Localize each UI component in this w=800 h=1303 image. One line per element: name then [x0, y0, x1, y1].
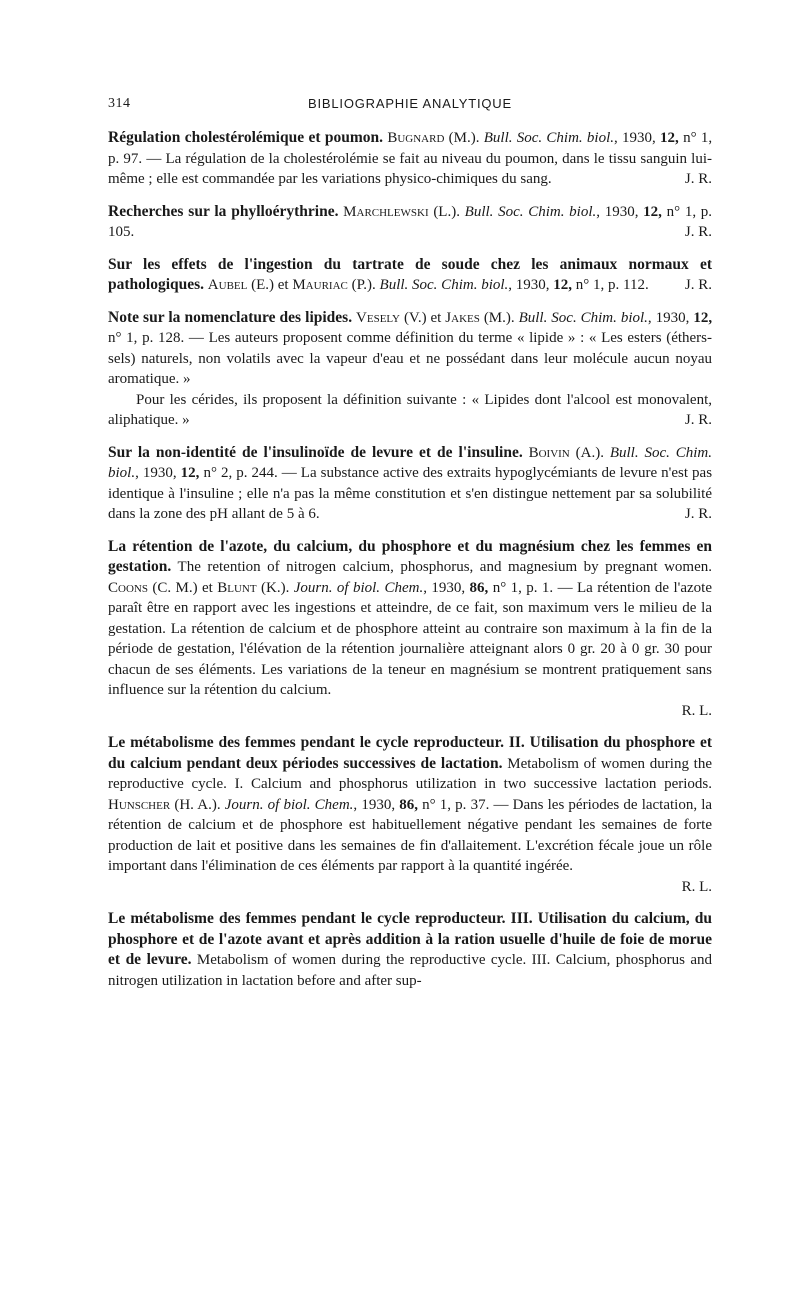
entry-signature: J. R. — [684, 224, 712, 240]
bibliography-entry: Sur la non-identité de l'insulinoïde de levure et de l'insuline. Boivin (A.). Bull. Soc. Chim. biol., 1930, 12, n° 2, p. 244. — La substance active des extraits hypoglycémiants de levure n'est pas identique à l'insuline ; elle n'a pas la même constitution et s'en distingue nettement par sa solubilité dans la zone des pH allant de 5 à 6. J. R. — [108, 443, 712, 525]
document-page — [108, 96, 712, 1003]
entry-author: Mauriac — [292, 277, 348, 293]
entry-author: Jakes — [445, 309, 480, 326]
entry-journal: Bull. Soc. Chim. biol. — [518, 309, 648, 326]
bibliography-entry: Note sur la nomenclature des lipides. Vesely (V.) et Jakes (M.). Bull. Soc. Chim. biol., 1930, 12, n° 1, p. 128. — Les auteurs proposent comme définition du terme « lipide » : « Les esters (éthers-sels) naturels, non volatils avec la vapeur d'eau et ne possédant dans leur molécule aucun noyau aromatique. » Pour les cérides, ils proposent la définition suivante : « Lipides dont l'alcool est monovalent, aliphatique. » J. R. — [108, 308, 712, 431]
entry-volume: 12, — [643, 203, 662, 220]
entry-abstract: — La rétention de l'azote paraît être en rapport avec les ingestions et atteindre, de ce fait, son maximum vers le milieu de la gestation. La rétention de calcium et de phosphore atteint au contraire son maximum à la fin de la période de gestation, l'élévation de la rétention journalière atteignant alors 0 gr. 20 à 0 gr. 30 pour chacun de ses éléments. Les variations de la teneur en magnésium se montrent pratiquement sans influence sur la rétention du calcium. — [108, 579, 712, 698]
entry-signature: J. R. — [684, 506, 712, 522]
entry-signature: J. R. — [684, 171, 712, 187]
entry-signature: J. R. — [684, 277, 712, 293]
entry-author: Marchlewski — [343, 203, 429, 220]
entry-volume: 86, — [469, 579, 489, 596]
entry-author-initials: (P.). — [351, 277, 376, 293]
entry-author: Boivin — [528, 444, 570, 461]
entry-signature: J. R. — [684, 412, 712, 428]
entry-signature: R. L. — [681, 702, 712, 719]
entry-issue-pages: n° 1, p. 37. — [422, 796, 490, 813]
entry-year: 1930, — [604, 203, 639, 220]
running-header — [108, 96, 712, 116]
entry-issue-pages: n° 1, p. 1. — [492, 579, 554, 596]
entry-abstract: — Les auteurs proposent comme définition du terme « lipide » : « Les esters (éthers-sels) naturels, non volatils avec la vapeur d'eau et ne possédant dans leur molécule aucun noyau aromatique. » — [108, 330, 713, 387]
entry-english-title: The retention of nitrogen calcium, phosphorus, and magnesium by pregnant women. — [177, 559, 712, 575]
entry-title: Régulation cholestérolémique et poumon. — [108, 129, 384, 146]
entry-year: 1930, — [431, 579, 466, 596]
entry-title: Note sur la nomenclature des lipides. — [108, 308, 353, 326]
entry-title: Le métabolisme des femmes pendant le cycle reproducteur. III. Utilisation du calcium, du phosphore et de l'azote avant et après addition à la ration usuelle d'huile de foie de morue et de levure. — [108, 910, 712, 968]
entry-author: Coons — [108, 579, 148, 596]
entry-volume: 12, — [553, 277, 573, 293]
bibliography-entry: Recherches sur la phylloérythrine. Marchlewski (L.). Bull. Soc. Chim. biol., 1930, 12, n° 1, p. 105. J. R. — [108, 202, 712, 243]
entry-author: Blunt — [217, 579, 257, 596]
entry-title: Recherches sur la phylloérythrine. — [108, 202, 339, 220]
bibliography-entry: Le métabolisme des femmes pendant le cycle reproducteur. II. Utilisation du phosphore et du calcium pendant deux périodes successives de lactation. Metabolism of women during the reproductive cycle. I. Calcium and phosphorus utilization in two successive lactation periods. Hunscher (H. A.). Journ. of biol. Chem., 1930, 86, n° 1, p. 37. — Dans les périodes de lactation, la rétention de calcium et de phosphore est habituellement négative pendant les semaines de forte production de lait et positive dans les semaines de fin d'allaitement. L'excrétion fécale joue un rôle important dans l'élimination de ces éléments par rapport à la quantité ingérée. R. L. — [108, 733, 712, 897]
entry-title: Sur la non-identité de l'insulinoïde de levure et de l'insuline. — [108, 443, 523, 461]
entry-author-initials: (M.). — [483, 309, 515, 326]
entry-year: 1930, — [515, 277, 550, 293]
entry-volume: 86, — [399, 796, 418, 813]
bibliography-entry: Sur les effets de l'ingestion du tartrate de soude chez les animaux normaux et pathologiques. Aubel (E.) et Mauriac (P.). Bull. Soc. Chim. biol., 1930, 12, n° 1, p. 112. J. R. — [108, 255, 712, 296]
page-number: 314 — [108, 96, 131, 111]
entry-issue-pages: n° 2, p. 244. — [203, 465, 278, 481]
entry-title: Sur les effets de l'ingestion du tartrate de soude chez les animaux normaux et pathologiques. — [108, 255, 712, 293]
entry-abstract: — Dans les périodes de lactation, la rétention de calcium et de phosphore est habituellement négative pendant les semaines de forte production de lait et positive dans les semaines de fin d'allaitement. L'excrétion fécale joue un rôle important dans l'élimination de ces éléments par rapport à la quantité ingérée. — [108, 796, 713, 874]
entry-journal: Bull. Soc. Chim. biol. — [379, 277, 509, 293]
entry-author-initials: (C. M.) et — [152, 579, 213, 596]
entry-abstract: — La substance active des extraits hypoglycémiants de levure n'est pas identique à l'insuline ; elle n'a pas la même constitution et s'en distingue nettement par sa solubilité dans la zone des pH allant de 5 à 6. — [108, 465, 713, 522]
entry-author-initials: (L.). — [433, 203, 460, 220]
entry-journal: Bull. Soc. Chim. biol. — [483, 130, 615, 146]
entry-year: 1930, — [655, 309, 690, 326]
bibliography-entry: Régulation cholestérolémique et poumon. Bugnard (M.). Bull. Soc. Chim. biol., 1930, 12, n° 1, p. 97. — La régulation de la cholestérolémie se fait au niveau du poumon, dans le tissu sanguin lui-même ; elle est commandée par les variations physico-chimiques du sang. J. R. — [108, 128, 712, 190]
entry-title: Le métabolisme des femmes pendant le cycle reproducteur. II. Utilisation du phosphore et du calcium pendant deux périodes successives de lactation. — [108, 734, 712, 772]
entry-journal: Journ. of biol. Chem. — [293, 579, 424, 596]
entry-year: 1930, — [622, 130, 656, 146]
bibliography-entry — [108, 909, 712, 991]
entry-abstract: — La régulation de la cholestérolémie se fait au niveau du poumon, dans le tissu sanguin lui-même ; elle est commandée par les variations physico-chimiques du sang. — [108, 150, 713, 187]
entry-issue-pages: n° 1, p. 128. — [108, 330, 185, 346]
entry-english-title: Metabolism of women during the reproductive cycle. I. Calcium and phosphorus utilization in two successive lactation periods. — [108, 755, 713, 792]
entry-author-initials: (H. A.). — [174, 796, 221, 813]
entry-journal: Bull. Soc. Chim. biol. — [464, 203, 597, 220]
entry-author-initials: (K.). — [261, 579, 290, 596]
entry-year: 1930, — [361, 796, 396, 813]
bibliography-entry: La rétention de l'azote, du calcium, du phosphore et du magnésium chez les femmes en gestation. The retention of nitrogen calcium, phosphorus, and magnesium by pregnant women. Coons (C. M.) et Blunt (K.). Journ. of biol. Chem., 1930, 86, n° 1, p. 1. — La rétention de l'azote paraît être en rapport avec les ingestions et atteindre, de ce fait, son maximum vers le milieu de la gestation. La rétention de calcium et de phosphore atteint au contraire son maximum à la fin de la période de gestation, l'élévation de la rétention journalière atteignant alors 0 gr. 20 à 0 gr. 30 pour chacun de ses éléments. Les variations de la teneur en magnésium se montrent pratiquement sans influence sur la rétention du calcium. R. L. — [108, 537, 712, 722]
entry-signature: R. L. — [681, 878, 712, 895]
entry-author: Vesely — [356, 309, 400, 326]
entry-year: 1930, — [142, 465, 177, 481]
entry-journal: Journ. of biol. Chem. — [224, 796, 354, 813]
entry-issue-pages: n° 1, p. 97. — [108, 130, 713, 167]
entry-issue-pages: n° 1, p. 112. — [575, 277, 649, 293]
entry-english-title: Metabolism of women during the reproductive cycle. III. Calcium, phosphorus and nitrogen utilization in lactation before and after sup- — [108, 952, 712, 989]
entry-author: Aubel — [207, 277, 248, 293]
entry-author-initials: (M.). — [448, 130, 480, 146]
entry-volume: 12, — [693, 309, 713, 326]
running-title: BIBLIOGRAPHIE ANALYTIQUE — [308, 96, 512, 111]
entry-author-initials: (V.) et — [403, 309, 442, 326]
entry-author-initials: (E.) et — [251, 277, 289, 293]
entry-issue-pages: n° 1, p. 105. — [108, 203, 713, 240]
entry-title: La rétention de l'azote, du calcium, du phosphore et du magnésium chez les femmes en gestation. — [108, 537, 712, 575]
entry-author-initials: (A.). — [575, 444, 604, 461]
entry-abstract-continued: Pour les cérides, ils proposent la définition suivante : « Lipides dont l'alcool est monovalent, aliphatique. » — [108, 391, 712, 428]
entry-author: Bugnard — [387, 130, 445, 146]
entry-volume: 12, — [180, 465, 200, 481]
entry-volume: 12, — [660, 130, 679, 146]
entry-author: Hunscher — [108, 796, 171, 813]
entry-journal: Bull. Soc. Chim. biol. — [108, 444, 712, 481]
